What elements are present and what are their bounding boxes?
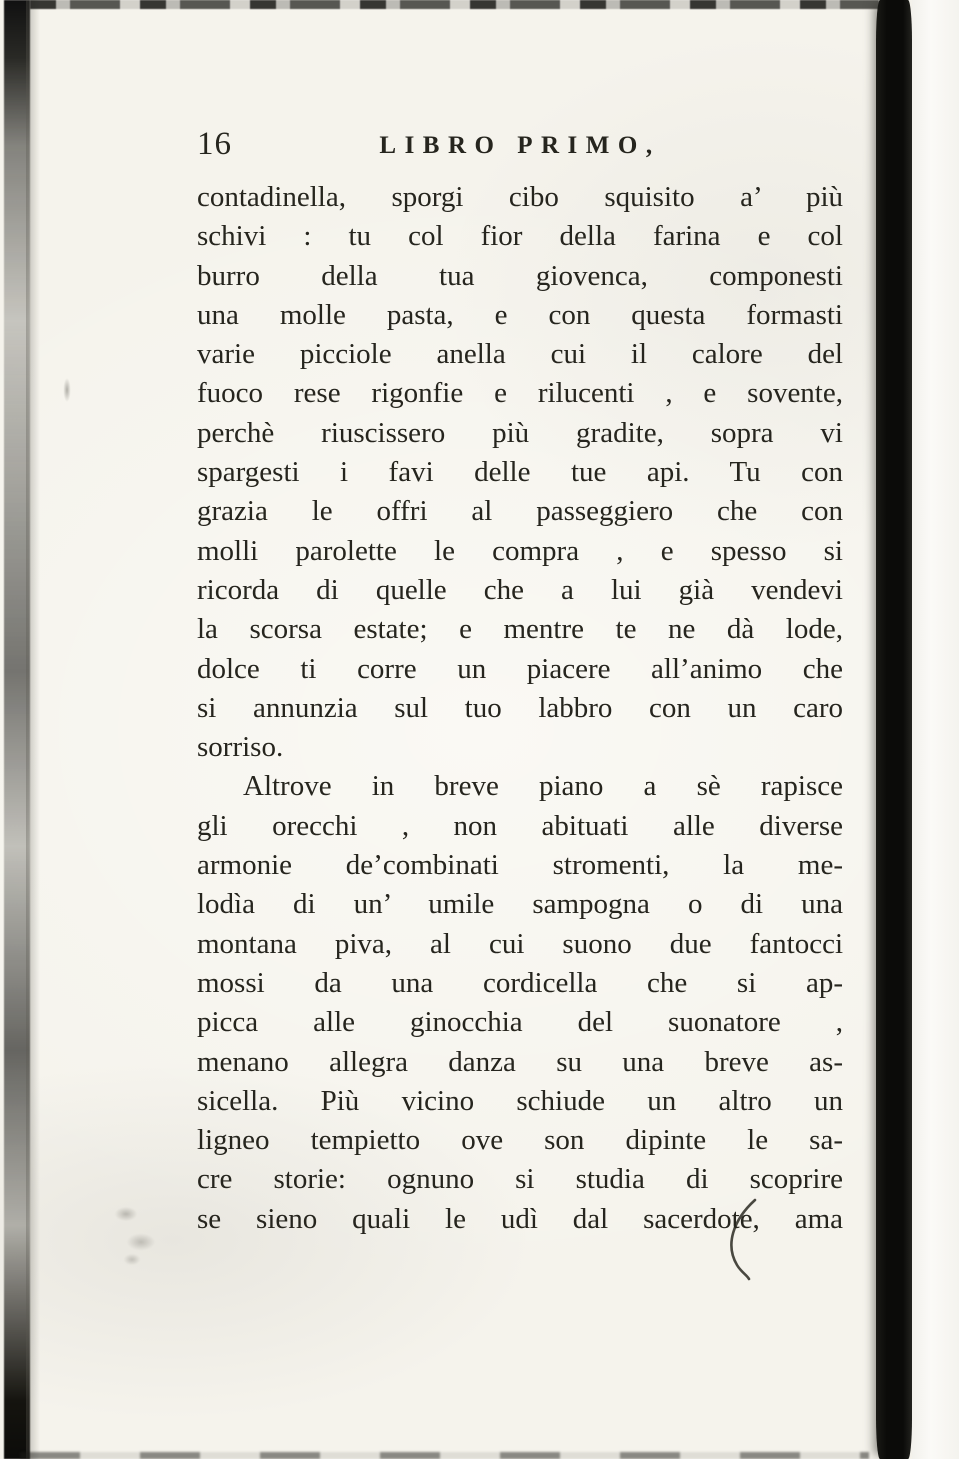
text-line: burro della tua giovenca, componesti [197,259,843,292]
text-line: gli orecchi , non abituati alle diverse [197,809,843,842]
text-line: picca alle ginocchia del suonatore , [197,1006,843,1039]
text-line: armonie de’combinati stromenti, la me- [197,849,843,882]
text-line: mossi da una cordicella che si ap- [197,966,843,999]
running-header: LIBRO PRIMO, [379,132,661,159]
text-line: ricorda di quelle che a lui già vendevi [197,573,843,606]
scan-artifact-top-edge [30,0,879,9]
text-line: spargesti i favi delle tue api. Tu con [197,456,843,489]
text-line: sicella. Più vicino schiude un altro un [197,1084,843,1117]
text-line: ligneo tempietto ove son dipinte le sa- [197,1124,843,1157]
page-text-block [197,126,843,1239]
text-line: fuoco rese rigonfie e rilucenti , e sovente, [197,377,843,410]
paragraph [197,178,843,767]
text-line: sorriso. [197,731,284,764]
text-line: si annunzia sul tuo labbro con un caro [197,691,843,724]
text-line: dolce ti corre un piacere all’animo che [197,652,843,685]
text-line: lodìa di un’ umile sampogna o di una [197,888,843,921]
text-line: menano allegra danza su una breve as- [197,1045,843,1078]
scan-artifact-binding-bar [876,0,912,1459]
text-line: Altrove in breve piano a sè rapisce [243,770,843,803]
text-line: se sieno quali le udì dal sacerdote, ama [197,1202,843,1235]
text-line: contadinella, sporgi cibo squisito a’ più [197,181,843,213]
page-header [197,126,843,178]
text-line: perchè riuscissero più gradite, sopra vi [197,416,843,449]
paragraph [197,767,843,1239]
text-line: molli parolette le compra , e spesso si [197,534,843,567]
text-line: schivi : tu col fior della farina e col [197,220,843,253]
body-text [197,178,843,1239]
text-line: grazia le offri al passeggiero che con [197,495,843,528]
page-number: 16 [197,126,232,162]
text-line: una molle pasta, e con questa formasti [197,298,843,331]
text-line: cre storie: ognuno si studia di scoprire [197,1163,843,1196]
scan-smudge [108,1200,168,1270]
text-line: la scorsa estate; e mentre te ne dà lode, [197,613,843,646]
scan-artifact-bottom-edge [20,1452,869,1459]
scan-smudge [60,370,74,410]
scan-artifact-left-shadow [26,0,40,1459]
text-line: varie picciole anella cui il calore del [197,338,843,371]
scan-artifact-right-margin [912,0,959,1459]
text-line: montana piva, al cui suono due fantocci [197,927,843,960]
